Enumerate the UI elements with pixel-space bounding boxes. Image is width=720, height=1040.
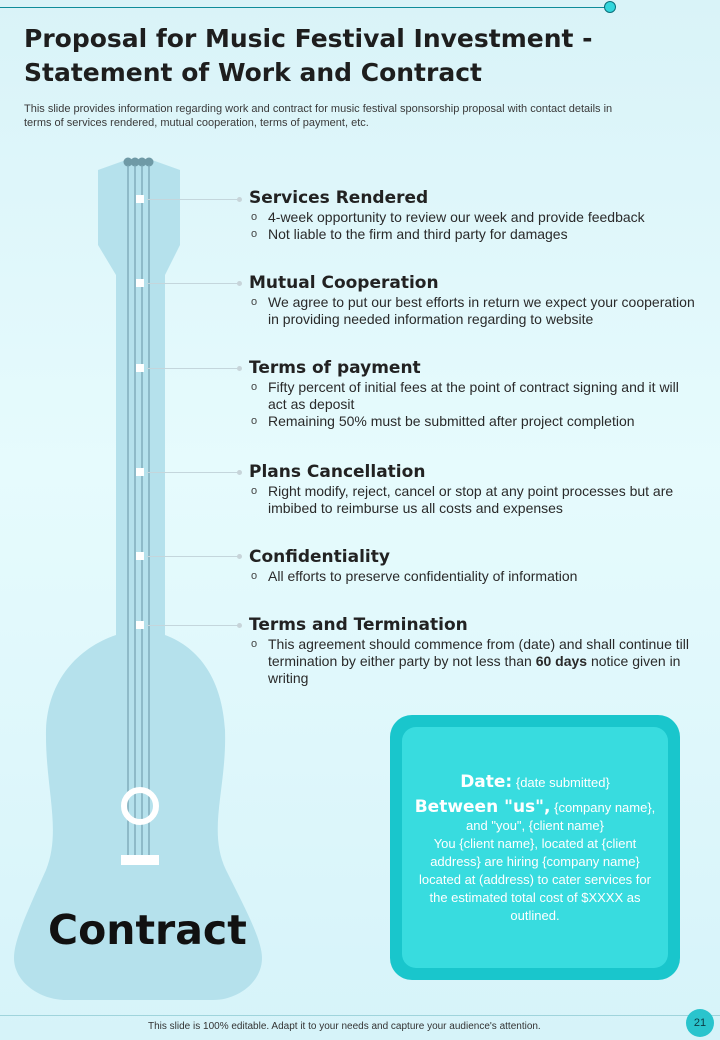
title-line-2: Statement of Work and Contract <box>24 58 482 87</box>
connector-dot-6 <box>237 623 242 628</box>
section-heading: Confidentiality <box>249 547 390 567</box>
section-mutual-cooperation <box>249 272 699 328</box>
contract-body: You {client name}, located at {client address} are hiring {company name} located at (address) to cater services for the estimated total cost of $XXXX as outlined. <box>419 836 651 923</box>
guitar-bridge <box>121 855 159 865</box>
connector-line-4 <box>147 472 239 473</box>
subtitle-line-1: This slide provides information regarding work and contract for music festival sponsorship proposal with contact details in <box>24 103 613 115</box>
list-item <box>249 636 699 687</box>
list-item: o Fifty percent of initial fees at the point of contract signing and it will act as deposit <box>249 379 699 413</box>
item-text-tail: notice given in writing <box>268 653 681 686</box>
section-terms-of-payment <box>249 357 699 430</box>
bullet-list <box>249 294 699 328</box>
date-label: Date: <box>460 772 513 792</box>
section-services-rendered <box>249 187 699 243</box>
contract-details-inner <box>402 727 668 968</box>
item-bold-text: 60 days <box>535 653 588 669</box>
page-number-badge: 21 <box>686 1009 714 1037</box>
bullet-list <box>249 568 699 585</box>
item-text: This agreement should commence from (date) and shall continue till termination by either party by not less than <box>268 636 689 669</box>
bullet-list <box>249 636 699 687</box>
footer-divider <box>0 1015 720 1016</box>
title-line-1: Proposal for Music Festival Investment - <box>24 24 593 53</box>
connector-line-6 <box>147 625 239 626</box>
bullet-list <box>249 379 699 430</box>
top-accent-line <box>0 7 606 8</box>
bullet-list <box>249 209 699 243</box>
connector-dot-3 <box>237 366 242 371</box>
subtitle-line-2: terms of services rendered, mutual cooperation, terms of payment, etc. <box>24 117 369 129</box>
top-accent-dot <box>604 1 616 13</box>
connector-line-2 <box>147 283 239 284</box>
contract-between-line <box>414 798 656 817</box>
list-item: o All efforts to preserve confidentiality of information <box>249 568 699 585</box>
list-item: o Remaining 50% must be submitted after project completion <box>249 413 699 430</box>
section-heading: Terms of payment <box>249 358 421 378</box>
list-item: o We agree to put our best efforts in return we expect your cooperation in providing needed information regarding to website <box>249 294 699 328</box>
list-item: o 4-week opportunity to review our week and provide feedback <box>249 209 699 226</box>
date-value: {date submitted} <box>512 775 610 790</box>
connector-line-5 <box>147 556 239 557</box>
connector-dot-1 <box>237 197 242 202</box>
section-plans-cancellation <box>249 461 699 517</box>
contract-and-line: and "you", {client name} <box>466 818 604 833</box>
section-heading: Mutual Cooperation <box>249 273 439 293</box>
section-heading: Plans Cancellation <box>249 462 426 482</box>
connector-line-3 <box>147 368 239 369</box>
between-value: {company name}, <box>550 800 656 815</box>
page-title <box>24 22 644 90</box>
list-item: o Right modify, reject, cancel or stop at any point processes but are imbibed to reimburse us all costs and expenses <box>249 483 699 517</box>
section-heading: Services Rendered <box>249 188 429 208</box>
section-terms-and-termination <box>249 614 699 687</box>
connector-dot-2 <box>237 281 242 286</box>
contract-date-line <box>414 773 656 792</box>
footer-note: This slide is 100% editable. Adapt it to your needs and capture your audience's attention. <box>148 1021 541 1032</box>
connector-dot-5 <box>237 554 242 559</box>
bullet-list <box>249 483 699 517</box>
list-item: o Not liable to the firm and third party for damages <box>249 226 699 243</box>
guitar-label: Contract <box>48 906 247 954</box>
between-label: Between "us", <box>414 797 551 817</box>
connector-dot-4 <box>237 470 242 475</box>
section-heading: Terms and Termination <box>249 615 468 635</box>
connector-line-1 <box>147 199 239 200</box>
section-confidentiality <box>249 546 699 585</box>
contract-details-card <box>390 715 680 980</box>
page-subtitle <box>24 102 684 130</box>
